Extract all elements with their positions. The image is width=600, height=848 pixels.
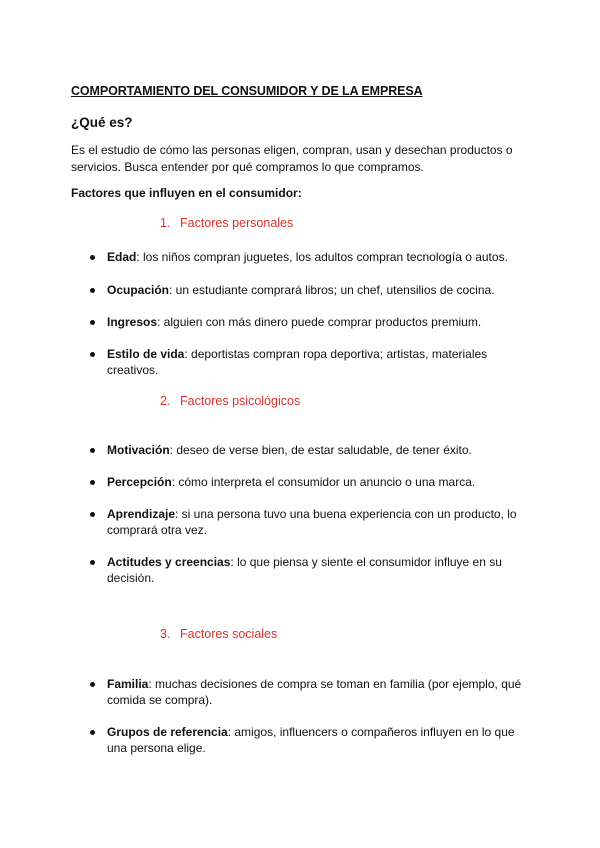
item-text: : los niños compran juguetes, los adultos compran tecnología o autos.	[136, 250, 508, 264]
item-term: Aprendizaje	[107, 507, 176, 521]
item-term: Motivación	[107, 443, 170, 457]
list-item	[90, 249, 530, 265]
item-term: Ocupación	[107, 283, 170, 297]
section-number: 2.	[160, 394, 171, 408]
section-heading-psicologicos	[160, 394, 300, 408]
item-term: Edad	[107, 250, 137, 264]
section-heading-sociales	[160, 627, 277, 641]
bullet-icon	[90, 682, 95, 687]
bullet-icon	[90, 512, 95, 517]
bullet-icon	[90, 560, 95, 565]
list-item	[90, 676, 530, 708]
item-term: Familia	[107, 677, 149, 691]
section-number: 1.	[160, 216, 171, 230]
section-heading-personales	[160, 216, 293, 230]
section-number: 3.	[160, 627, 171, 641]
item-text: : deportistas compran ropa deportiva; artistas, materiales creativos.	[107, 347, 488, 377]
item-text: : si una persona tuvo una buena experiencia con un producto, lo comprará otra vez.	[107, 507, 517, 537]
factors-heading: Factores que influyen en el consumidor:	[71, 186, 302, 200]
item-text: : lo que piensa y siente el consumidor influye en su decisión.	[107, 555, 502, 585]
list-item	[90, 442, 530, 458]
item-term: Percepción	[107, 475, 172, 489]
item-text: : un estudiante comprará libros; un chef, utensilios de cocina.	[169, 283, 495, 297]
item-text: : alguien con más dinero puede comprar productos premium.	[157, 315, 482, 329]
question-heading: ¿Qué es?	[71, 115, 133, 130]
item-text: : deseo de verse bien, de estar saludable, de tener éxito.	[169, 443, 472, 457]
bullet-icon	[90, 480, 95, 485]
bullet-icon	[90, 448, 95, 453]
item-term: Actitudes y creencias	[107, 555, 231, 569]
bullet-icon	[90, 730, 95, 735]
list-item	[90, 474, 530, 490]
document-title: COMPORTAMIENTO DEL CONSUMIDOR Y DE LA EMPRESA	[71, 84, 423, 98]
section-label: Factores psicológicos	[180, 394, 301, 408]
list-item	[90, 314, 530, 330]
section-label: Factores sociales	[180, 627, 278, 641]
item-text: : cómo interpreta el consumidor un anuncio o una marca.	[171, 475, 476, 489]
item-text: : amigos, influencers o compañeros influyen en lo que una persona elige.	[107, 725, 515, 755]
list-item	[90, 724, 530, 756]
list-item	[90, 346, 530, 378]
item-term: Grupos de referencia	[107, 725, 228, 739]
list-item	[90, 506, 530, 538]
item-term: Ingresos	[107, 315, 158, 329]
section-label: Factores personales	[180, 216, 294, 230]
bullet-icon	[90, 320, 95, 325]
bullet-icon	[90, 352, 95, 357]
item-term: Estilo de vida	[107, 347, 185, 361]
list-item	[90, 554, 530, 586]
intro-paragraph: Es el estudio de cómo las personas eligen, compran, usan y desechan productos o servicios. Busca entender por qué compramos lo que compramos.	[71, 143, 513, 174]
list-item	[90, 282, 530, 298]
bullet-icon	[90, 255, 95, 260]
item-text: : muchas decisiones de compra se toman en familia (por ejemplo, qué comida se compra).	[107, 677, 522, 707]
bullet-icon	[90, 288, 95, 293]
